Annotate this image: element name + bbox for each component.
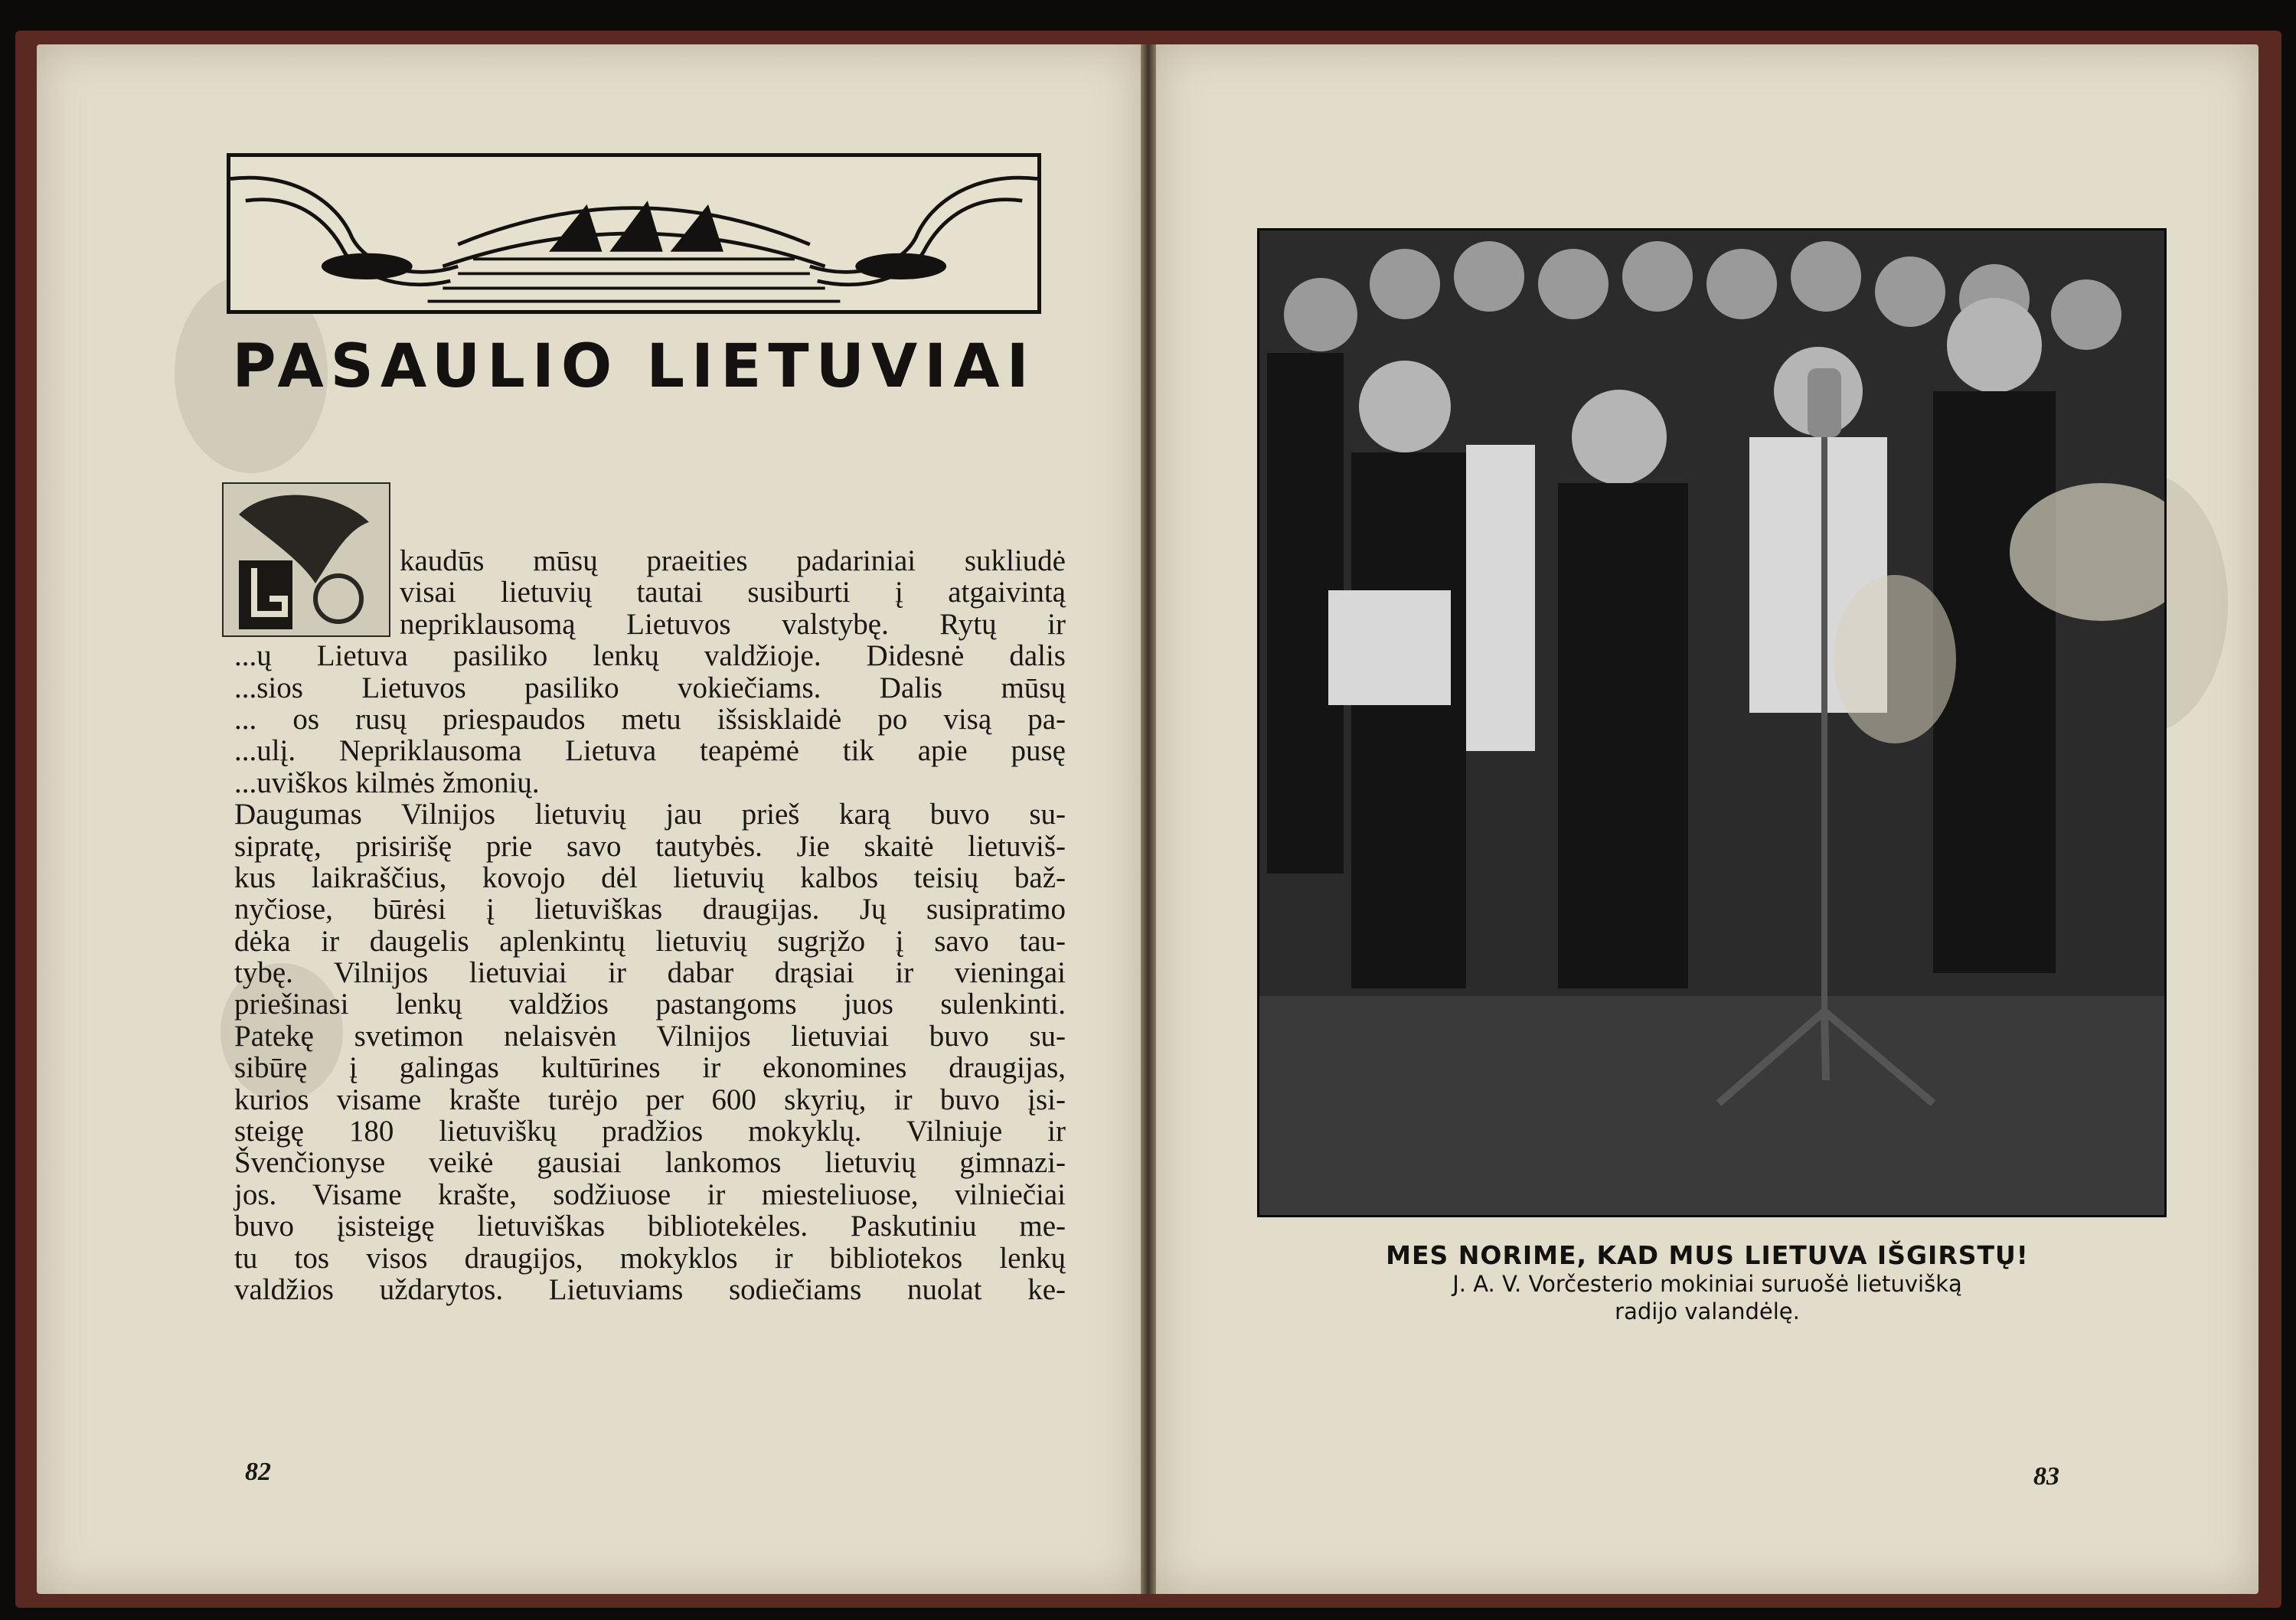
text-line: jos. Visame krašte, sodžiuose ir miesteliuose, vilniečiai xyxy=(234,1177,1066,1211)
text-line: ...ulį. Nepriklausoma Lietuva teapėmė tik apie pusę xyxy=(234,734,1066,768)
text-line: ...ų Lietuva pasiliko lenkų valdžioje. Didesnė dalis xyxy=(234,639,1066,673)
text-line: sipratę, prisirišę prie savo tautybės. Jie skaitė lietuviš- xyxy=(234,829,1066,863)
page-number-left: 82 xyxy=(245,1458,271,1486)
text-line: visai lietuvių tautai susiburti į atgaivintą xyxy=(400,576,1066,609)
text-line: priešinasi lenkų valdžios pastangoms juos sulenkinti. xyxy=(234,988,1066,1021)
text-line: steigę 180 lietuviškų pradžios mokyklų. Vilniuje ir xyxy=(234,1115,1066,1148)
page-number-right: 83 xyxy=(2033,1462,2059,1491)
page-heading: PASAULIO LIETUVIAI xyxy=(232,332,1036,401)
caption-line: radijo valandėlę. xyxy=(1615,1298,1800,1324)
text-line: dėka ir daugelis aplenkintų lietuvių sugrįžo į savo tau- xyxy=(234,924,1066,958)
text-line: kurios visame krašte turėjo per 600 skyrių, ir buvo įsi- xyxy=(234,1083,1066,1116)
text-line: nepriklausomą Lietuvos valstybę. Rytų ir xyxy=(400,607,1066,641)
text-line: kus laikraščius, kovojo dėl lietuvių kalbos teisių baž- xyxy=(234,861,1066,894)
text-line: buvo įsisteigę lietuviškas bibliotekėles. Paskutiniu me- xyxy=(234,1210,1066,1243)
book-gutter xyxy=(1141,44,1156,1594)
text-line: ... os rusų priespaudos metu išsisklaidė po visą pa- xyxy=(234,702,1066,736)
caption-line: J. A. V. Vorčesterio mokiniai suruošė lietuvišką xyxy=(1452,1271,1962,1297)
header-ornament xyxy=(227,153,1041,314)
text-line: tu tos visos draugijos, mokyklos ir bibliotekos lenkų xyxy=(234,1241,1066,1275)
body-text xyxy=(234,545,1066,1305)
text-line: nyčiose, būrėsi į lietuviškas draugijas. Jų susipratimo xyxy=(234,893,1066,926)
text-line: sibūrę į galingas kultūrines ir ekonomines draugijas, xyxy=(234,1051,1066,1085)
text-line: tybę. Vilnijos lietuviai ir dabar drąsiai ir vieningai xyxy=(234,956,1066,990)
text-line: Švenčionyse veikė gausiai lankomos lietuvių gimnazi- xyxy=(234,1146,1066,1180)
text-line: kaudūs mūsų praeities padariniai sukliudė xyxy=(400,544,1066,577)
text-line: Patekę svetimon nelaisvėn Vilnijos lietuviai buvo su- xyxy=(234,1019,1066,1053)
text-line: Daugumas Vilnijos lietuvių jau prieš karą buvo su- xyxy=(234,798,1066,831)
photo-caption xyxy=(1225,1240,2190,1325)
text-line: ...uviškos kilmės žmonių. xyxy=(234,766,540,799)
text-line: valdžios uždarytos. Lietuviams sodiečiams nuolat ke- xyxy=(234,1272,1066,1306)
group-photo xyxy=(1257,228,2167,1217)
caption-title: MES NORIME, KAD MUS LIETUVA IŠGIRSTŲ! xyxy=(1386,1240,2029,1270)
text-line: ...sios Lietuvos pasiliko vokiečiams. Dalis mūsų xyxy=(234,671,1066,704)
